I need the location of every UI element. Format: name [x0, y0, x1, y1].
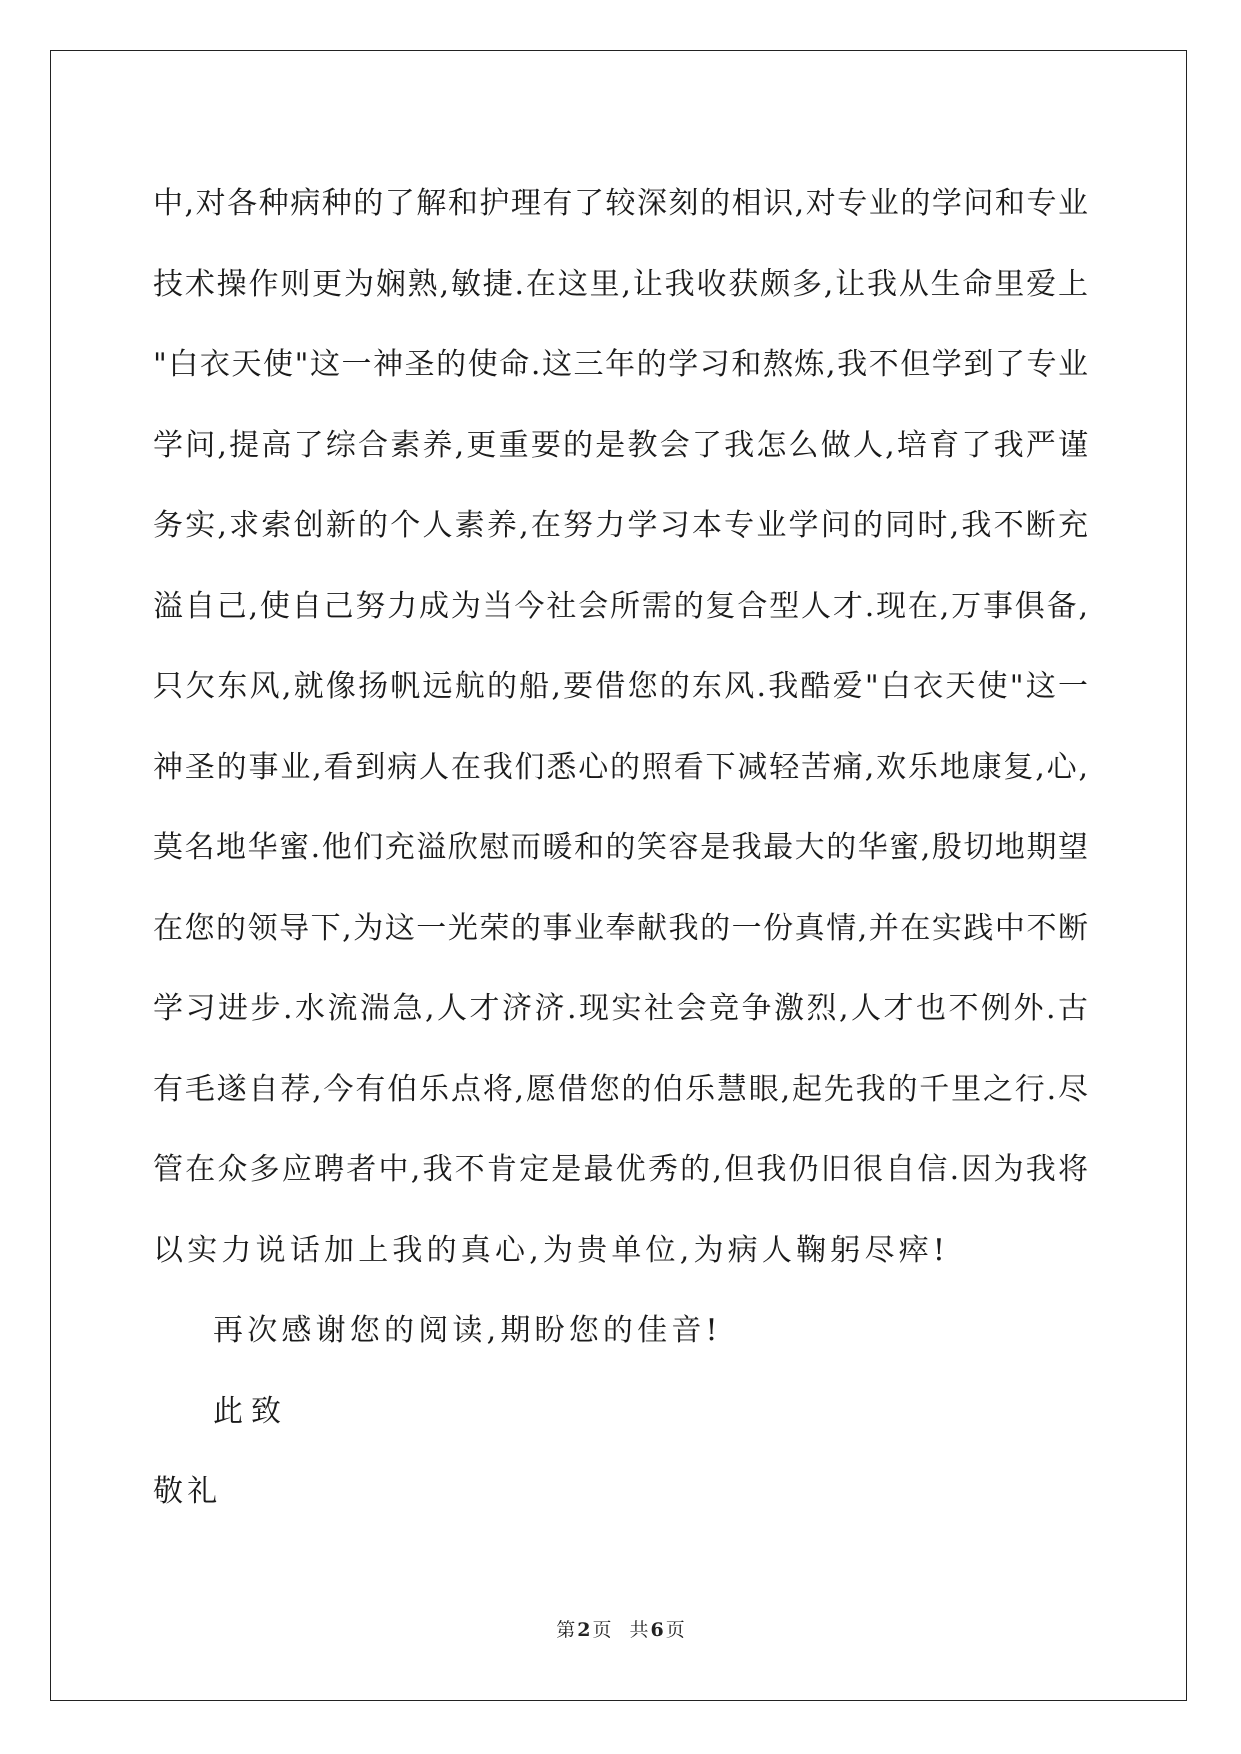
- letter-body: [153, 164, 1088, 1533]
- body-line: "白衣天使"这一神圣的使命.这三年的学习和熬炼,我不但学到了专业: [153, 347, 1088, 382]
- page-suffix: 页: [592, 1619, 612, 1641]
- body-line: 技术操作则更为娴熟,敏捷.在这里,让我收获颇多,让我从生命里爱上: [153, 266, 1088, 302]
- body-line: 溢自己,使自己努力成为当今社会所需的复合型人才.现在,万事俱备,: [153, 588, 1088, 624]
- body-line: 只欠东风,就像扬帆远航的船,要借您的东风.我酷爱"白衣天使"这一: [153, 669, 1088, 704]
- body-line: 以实力说话加上我的真心,为贵单位,为病人鞠躬尽瘁!: [153, 1232, 950, 1268]
- total-pages: 6: [650, 1619, 664, 1641]
- closing-line: 此致: [213, 1393, 289, 1429]
- page-number: 2: [577, 1619, 591, 1641]
- body-line: 神圣的事业,看到病人在我们悉心的照看下减轻苦痛,欢乐地康复,心,: [153, 749, 1088, 785]
- body-line: 在您的领导下,为这一光荣的事业奉献我的一份真情,并在实践中不断: [153, 910, 1088, 946]
- total-suffix: 页: [665, 1619, 685, 1641]
- page-prefix: 第: [556, 1619, 576, 1641]
- total-prefix: 共: [629, 1619, 649, 1641]
- body-line: 有毛遂自荐,今有伯乐点将,愿借您的伯乐慧眼,起先我的千里之行.尽: [153, 1071, 1088, 1107]
- thanks-line: 再次感谢您的阅读,期盼您的佳音!: [213, 1313, 722, 1348]
- page-footer: [0, 1615, 1241, 1642]
- body-line: 莫名地华蜜.他们充溢欣慰而暖和的笑容是我最大的华蜜,殷切地期望: [153, 830, 1088, 865]
- salute-line: 敬礼: [153, 1474, 222, 1509]
- body-line: 中,对各种病种的了解和护理有了较深刻的相识,对专业的学问和专业: [153, 186, 1088, 221]
- body-line: 学问,提高了综合素养,更重要的是教会了我怎么做人,培育了我严谨: [153, 427, 1088, 463]
- body-line: 务实,求索创新的个人素养,在努力学习本专业学问的同时,我不断充: [153, 508, 1088, 543]
- body-line: 管在众多应聘者中,我不肯定是最优秀的,但我仍旧很自信.因为我将: [153, 1152, 1088, 1187]
- body-line: 学习进步.水流湍急,人才济济.现实社会竞争激烈,人才也不例外.古: [153, 991, 1088, 1026]
